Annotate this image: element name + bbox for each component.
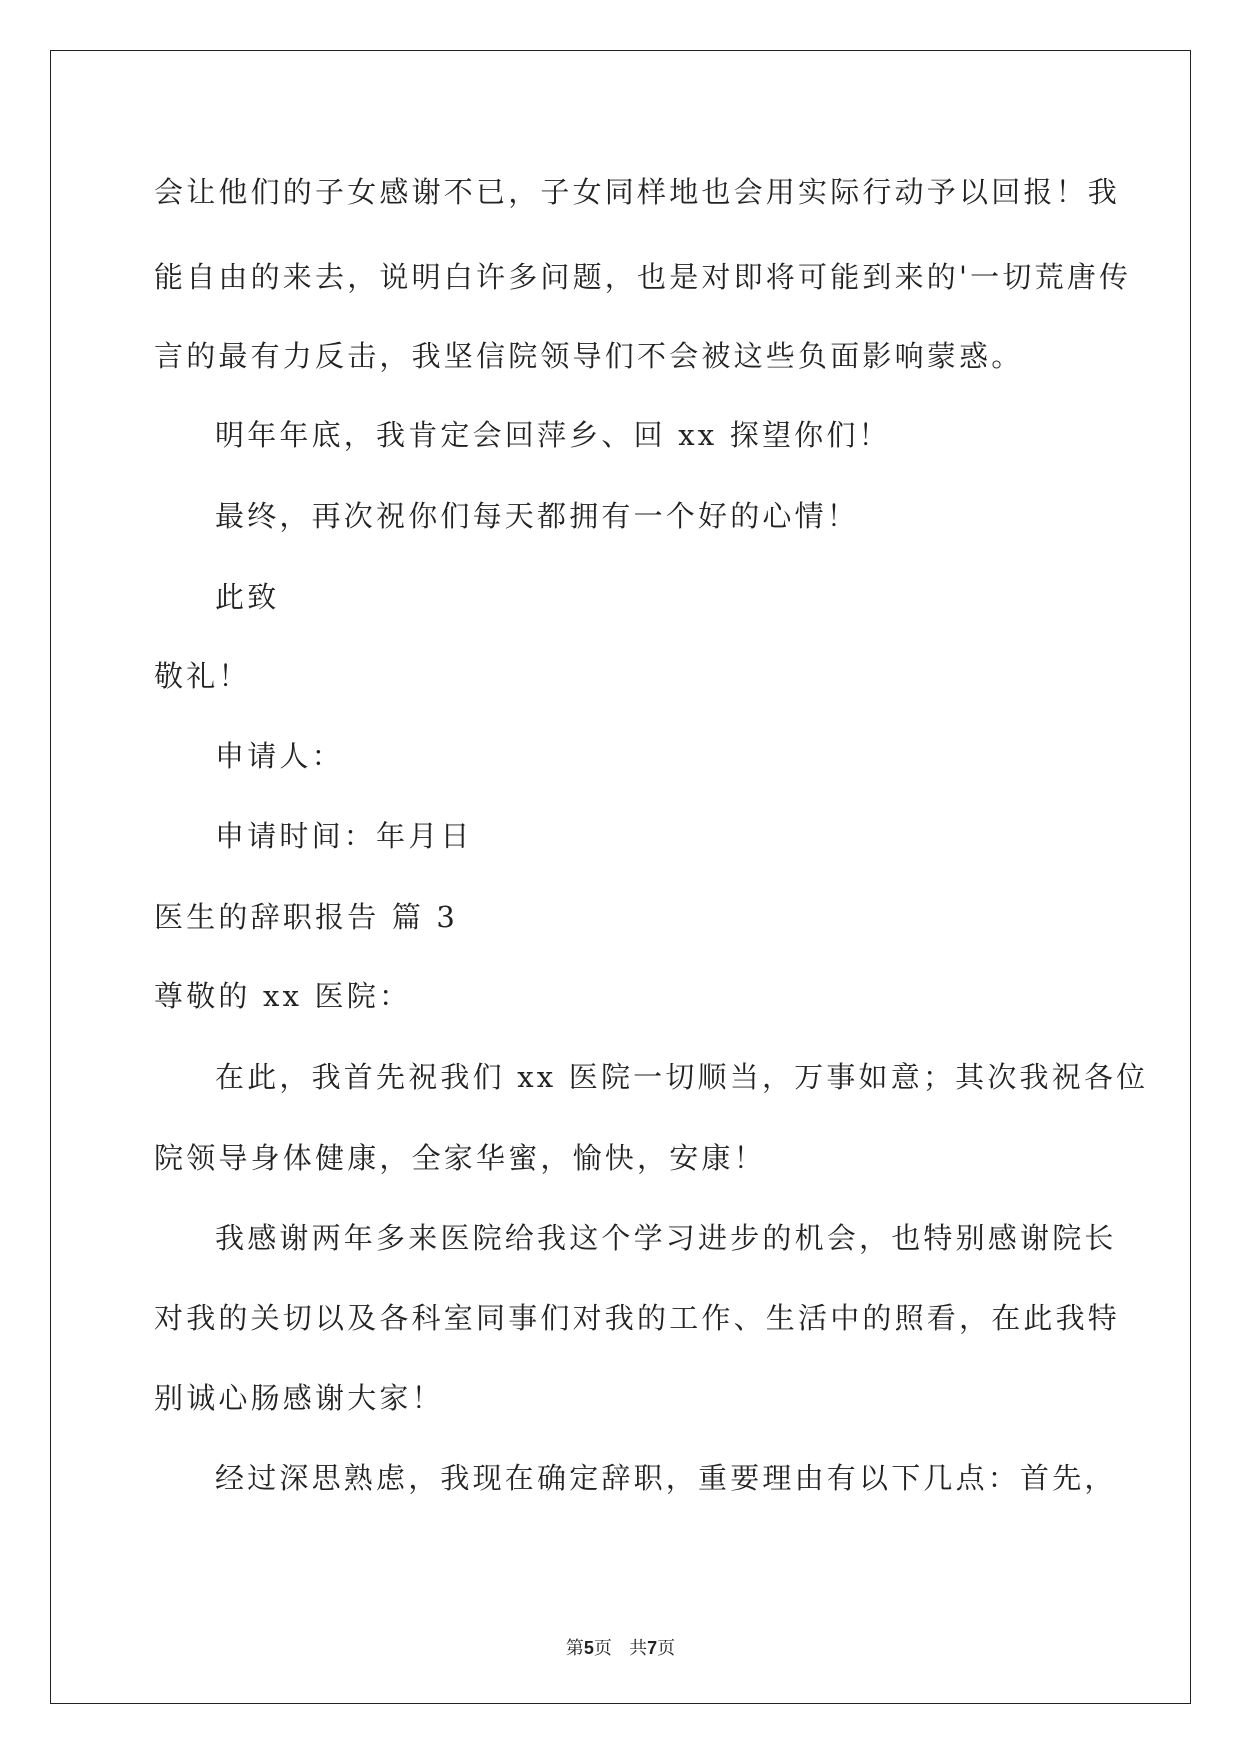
body-line-3: 言的最有力反击，我坚信院领导们不会被这些负面影响蒙惑。 [154, 339, 1024, 373]
page-border [50, 50, 1191, 1704]
closing-salutation: 此致 [215, 580, 280, 614]
page-prefix: 第 [565, 1638, 584, 1659]
applicant-label: 申请人： [215, 739, 344, 773]
total-prefix: 共 [629, 1638, 648, 1659]
body-line-17: 经过深思熟虑，我现在确定辞职，重要理由有以下几点：首先， [215, 1461, 1117, 1495]
body-line-2: 能自由的来去，说明白许多问题，也是对即将可能到来的'一切荒唐传 [154, 260, 1132, 294]
closing-regards: 敬礼！ [154, 659, 251, 693]
page-suffix: 页 [593, 1638, 612, 1659]
body-line-4: 明年年底，我肯定会回萍乡、回 xx 探望你们！ [215, 418, 891, 452]
total-pages: 7 [647, 1638, 658, 1658]
greeting: 尊敬的 xx 医院： [154, 979, 412, 1013]
page-number: 5 [583, 1638, 594, 1658]
section-heading: 医生的辞职报告 篇 3 [154, 900, 459, 934]
body-line-1: 会让他们的子女感谢不已，子女同样地也会用实际行动予以回报！我 [154, 175, 1121, 209]
body-line-15: 对我的关切以及各科室同事们对我的工作、生活中的照看，在此我特 [154, 1301, 1121, 1335]
body-line-14: 我感谢两年多来医院给我这个学习进步的机会，也特别感谢院长 [215, 1221, 1117, 1255]
body-line-12: 在此，我首先祝我们 xx 医院一切顺当，万事如意；其次我祝各位 [215, 1060, 1149, 1094]
body-line-16: 别诚心肠感谢大家！ [154, 1381, 444, 1415]
page-footer [0, 1634, 1241, 1660]
application-date-label: 申请时间：年月日 [215, 819, 473, 853]
body-line-13: 院领导身体健康，全家华蜜，愉快，安康！ [154, 1141, 766, 1175]
body-line-5: 最终，再次祝你们每天都拥有一个好的心情！ [215, 499, 860, 533]
total-suffix: 页 [657, 1638, 676, 1659]
